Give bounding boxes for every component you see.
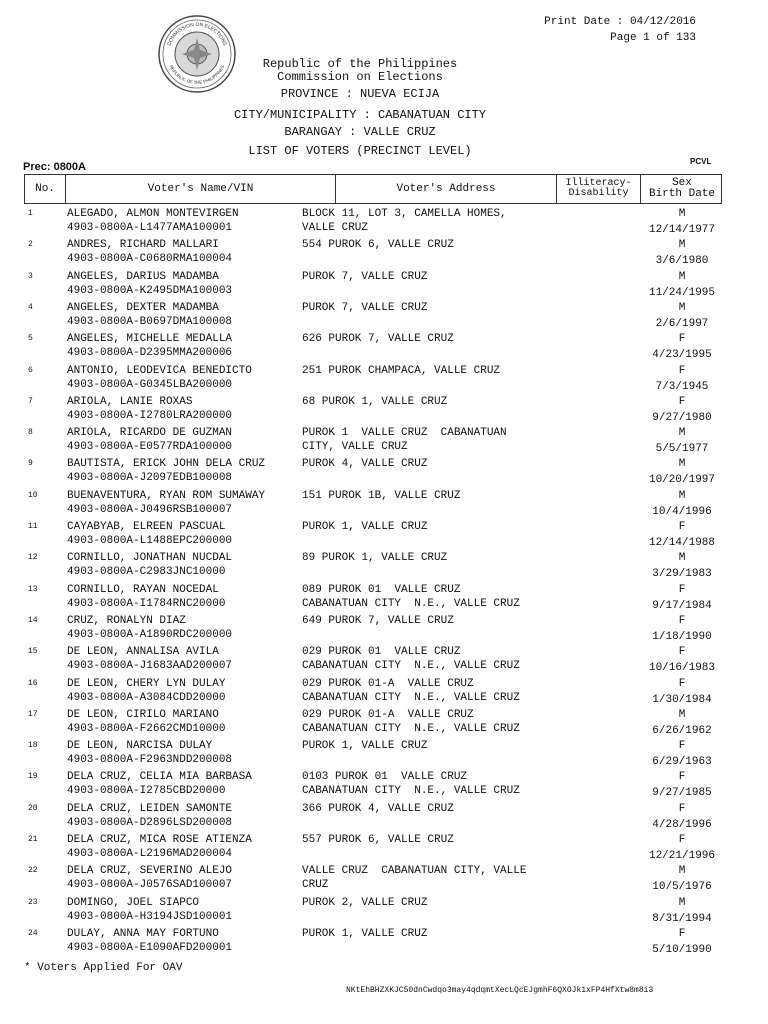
table-row bbox=[24, 364, 722, 395]
voter-address bbox=[302, 645, 557, 673]
voter-vin: 4903-0800A-F2963NDD200008 bbox=[67, 754, 233, 767]
precinct-label: Prec: 0800A bbox=[23, 161, 86, 173]
voter-name-vin bbox=[67, 677, 302, 705]
address-line-2: CABANATUAN CITY N.E., VALLE CRUZ bbox=[302, 691, 520, 704]
voter-name-vin bbox=[67, 833, 302, 861]
address-line-2: CABANATUAN CITY N.E., VALLE CRUZ bbox=[302, 722, 520, 735]
voter-name: DELA CRUZ, LEIDEN SAMONTE bbox=[67, 802, 233, 815]
address-line-2: CABANATUAN CITY N.E., VALLE CRUZ bbox=[302, 785, 520, 798]
row-number: 1 bbox=[28, 209, 33, 218]
row-number: 17 bbox=[28, 709, 38, 719]
voter-birth-date: 12/21/1996 bbox=[648, 850, 715, 862]
col-header-sex-birth: Sex Birth Date bbox=[648, 177, 715, 200]
voter-name-vin bbox=[67, 551, 302, 579]
row-number: 11 bbox=[28, 522, 38, 531]
table-row bbox=[24, 551, 722, 582]
voter-name: CORNILLO, RAYAN NOCEDAL bbox=[67, 583, 219, 596]
table-row bbox=[24, 896, 722, 927]
address-line-1: 554 PUROK 6, VALLE CRUZ bbox=[302, 239, 454, 252]
voter-sex: F bbox=[678, 677, 686, 690]
voter-birth-date: 8/31/1994 bbox=[652, 912, 712, 925]
voter-name: DE LEON, ANNALISA AVILA bbox=[67, 646, 219, 659]
voter-birth-date: 7/3/1945 bbox=[655, 380, 709, 393]
voter-vin: 4903-0800A-D2395MMA200006 bbox=[67, 347, 233, 360]
col-header-no: No. bbox=[25, 175, 66, 203]
voter-vin: 4903-0800A-C0680RMA100004 bbox=[67, 253, 233, 266]
address-line-1: PUROK 1, VALLE CRUZ bbox=[302, 740, 428, 753]
voter-vin: 4903-0800A-J0496RSB100007 bbox=[67, 503, 233, 516]
voter-name-vin bbox=[67, 301, 302, 329]
voter-birth-date: 11/24/1995 bbox=[648, 286, 715, 299]
voter-sex: F bbox=[678, 583, 686, 596]
voter-name-vin bbox=[67, 708, 302, 736]
address-line-1: 557 PUROK 6, VALLE CRUZ bbox=[302, 834, 454, 846]
row-number: 18 bbox=[28, 741, 38, 751]
voter-vin: 4903-0800A-J0576SAD100007 bbox=[67, 879, 233, 892]
voter-vin: 4903-0800A-D2896LSD200008 bbox=[67, 816, 233, 829]
address-line-1: PUROK 4, VALLE CRUZ bbox=[302, 458, 428, 471]
voter-birth-date: 10/5/1976 bbox=[652, 881, 712, 894]
table-row bbox=[24, 332, 722, 363]
voter-name: DELA CRUZ, CELIA MIA BARBASA bbox=[67, 771, 252, 784]
voter-address bbox=[302, 332, 557, 346]
voter-name: ALEGADO, ALMON MONTEVIRGEN bbox=[67, 208, 239, 220]
row-number: 21 bbox=[28, 835, 38, 844]
seal-bottom-text: REPUBLIC OF THE PHILIPPINES bbox=[168, 64, 226, 86]
address-line-1: VALLE CRUZ CABANATUAN CITY, VALLE bbox=[302, 865, 527, 878]
pcvl-label: PCVL bbox=[690, 157, 712, 166]
voter-name: ARIOLA, RICARDO DE GUZMAN bbox=[67, 427, 233, 440]
voter-sex: F bbox=[678, 364, 686, 377]
voter-name: ANDRES, RICHARD MALLARI bbox=[67, 239, 219, 252]
voter-birth-date: 1/30/1984 bbox=[652, 693, 712, 706]
address-line-1: PUROK 7, VALLE CRUZ bbox=[302, 270, 428, 283]
seal-top-text: COMMISSION ON ELECTIONS bbox=[166, 21, 228, 47]
voter-address bbox=[302, 708, 557, 736]
voter-name: DE LEON, NARCISA DULAY bbox=[67, 740, 213, 753]
voter-vin: 4903-0800A-A3084CDD20000 bbox=[67, 691, 226, 704]
address-line-2: VALLE CRUZ bbox=[302, 222, 369, 234]
voter-sex: F bbox=[678, 834, 686, 846]
voter-sex: M bbox=[678, 489, 686, 502]
col-header-address: Voter's Address bbox=[336, 175, 557, 203]
voter-address bbox=[302, 457, 557, 471]
address-line-1: PUROK 1 VALLE CRUZ CABANATUAN bbox=[302, 427, 507, 440]
voter-name: ANTONIO, LEODEVICA BENEDICTO bbox=[67, 364, 252, 377]
voter-address bbox=[302, 770, 557, 798]
voter-address bbox=[302, 614, 557, 628]
voter-name: DOMINGO, JOEL SIAPCO bbox=[67, 896, 200, 909]
address-line-1: 89 PUROK 1, VALLE CRUZ bbox=[302, 552, 448, 565]
voter-name-vin bbox=[67, 270, 302, 298]
voter-birth-date: 5/5/1977 bbox=[655, 443, 709, 456]
address-line-1: PUROK 1, VALLE CRUZ bbox=[302, 927, 428, 940]
voter-address bbox=[302, 927, 557, 941]
row-number: 15 bbox=[28, 647, 38, 657]
table-row bbox=[24, 520, 722, 551]
voter-vin: 4903-0800A-I2780LRA200000 bbox=[67, 409, 233, 422]
row-number: 5 bbox=[28, 334, 33, 344]
voter-address bbox=[302, 489, 557, 503]
voter-sex: M bbox=[678, 427, 686, 440]
voter-vin: 4903-0800A-B0697DMA100008 bbox=[67, 315, 233, 328]
row-number: 9 bbox=[28, 459, 33, 469]
voter-birth-date: 9/27/1985 bbox=[652, 787, 712, 800]
row-number: 12 bbox=[28, 553, 38, 563]
address-line-2: CABANATUAN CITY N.E., VALLE CRUZ bbox=[302, 597, 520, 610]
footer-code: NKtEhBHZXKJC50dnCwdqo3may4qdqmtXecLQcEJgmhF6QXOJk1xFP4HfXtw8m8i3 bbox=[346, 986, 654, 995]
voter-vin: 4903-0800A-L1488EPC200000 bbox=[67, 535, 233, 547]
table-row bbox=[24, 739, 722, 770]
header-city: CITY/MUNICIPALITY : CABANATUAN CITY bbox=[233, 108, 487, 122]
voter-name-vin bbox=[67, 207, 302, 235]
address-line-1: PUROK 2, VALLE CRUZ bbox=[302, 896, 428, 909]
voter-name: ARIOLA, LANIE ROXAS bbox=[67, 395, 193, 408]
row-number: 19 bbox=[28, 772, 38, 782]
voter-name: DELA CRUZ, SEVERINO ALEJO bbox=[67, 865, 233, 878]
row-number: 3 bbox=[28, 271, 33, 281]
address-line-1: 68 PUROK 1, VALLE CRUZ bbox=[302, 395, 448, 408]
voter-birth-date: 9/27/1980 bbox=[652, 411, 712, 424]
table-row bbox=[24, 927, 722, 958]
table-row bbox=[24, 677, 722, 708]
voter-vin: 4903-0800A-E0577RDA100000 bbox=[67, 441, 233, 454]
address-line-1: 029 PUROK 01 VALLE CRUZ bbox=[302, 646, 461, 659]
table-header bbox=[24, 174, 722, 204]
col-header-name: Voter's Name/VIN bbox=[66, 175, 336, 203]
voter-vin: 4903-0800A-G0345LBA200000 bbox=[67, 378, 233, 391]
voter-name: DULAY, ANNA MAY FORTUNO bbox=[67, 927, 219, 940]
voter-name-vin bbox=[67, 364, 302, 392]
voter-birth-date: 12/14/1988 bbox=[648, 537, 715, 549]
voter-name: ANGELES, MICHELLE MEDALLA bbox=[67, 333, 233, 346]
voter-name: DE LEON, CIRILO MARIANO bbox=[67, 708, 219, 721]
voter-vin: 4903-0800A-A1890RDC200000 bbox=[67, 628, 233, 641]
voter-vin: 4903-0800A-L1477AMA100001 bbox=[67, 222, 233, 234]
address-line-1: 251 PUROK CHAMPACA, VALLE CRUZ bbox=[302, 364, 501, 377]
print-date: Print Date : 04/12/2016 bbox=[544, 16, 696, 28]
voter-address bbox=[302, 207, 557, 235]
voter-address bbox=[302, 520, 557, 534]
voter-address bbox=[302, 395, 557, 409]
address-line-1: BLOCK 11, LOT 3, CAMELLA HOMES, bbox=[302, 208, 507, 220]
voter-birth-date: 1/18/1990 bbox=[652, 630, 712, 643]
voter-name-vin bbox=[67, 583, 302, 611]
voter-name-vin bbox=[67, 238, 302, 266]
voter-address bbox=[302, 864, 557, 892]
voter-address bbox=[302, 301, 557, 315]
row-number: 22 bbox=[28, 866, 38, 876]
row-number: 24 bbox=[28, 928, 38, 938]
voter-name: ANGELES, DARIUS MADAMBA bbox=[67, 270, 219, 283]
voter-sex: F bbox=[678, 927, 686, 940]
voter-name: DE LEON, CHERY LYN DULAY bbox=[67, 677, 226, 690]
voter-birth-date: 6/29/1963 bbox=[652, 756, 712, 769]
address-line-1: 029 PUROK 01-A VALLE CRUZ bbox=[302, 708, 474, 721]
voter-name-vin bbox=[67, 802, 302, 830]
table-row bbox=[24, 583, 722, 614]
row-number: 13 bbox=[28, 584, 38, 594]
address-line-1: 151 PUROK 1B, VALLE CRUZ bbox=[302, 489, 461, 502]
voter-sex: F bbox=[678, 614, 686, 627]
voter-vin: 4903-0800A-H3194JSD100001 bbox=[67, 910, 233, 923]
voter-name-vin bbox=[67, 645, 302, 673]
page-number: Page 1 of 133 bbox=[610, 32, 696, 44]
voter-name-vin bbox=[67, 614, 302, 642]
address-line-2: CITY, VALLE CRUZ bbox=[302, 441, 408, 454]
table-row bbox=[24, 301, 722, 332]
table-row bbox=[24, 614, 722, 645]
voter-birth-date: 10/20/1997 bbox=[648, 474, 715, 487]
address-line-1: 0103 PUROK 01 VALLE CRUZ bbox=[302, 771, 468, 784]
row-number: 20 bbox=[28, 803, 38, 813]
address-line-1: 626 PUROK 7, VALLE CRUZ bbox=[302, 333, 454, 346]
table-row bbox=[24, 833, 722, 864]
voter-name-vin bbox=[67, 426, 302, 454]
voter-address bbox=[302, 238, 557, 252]
address-line-1: 029 PUROK 01-A VALLE CRUZ bbox=[302, 677, 474, 690]
voter-birth-date: 4/23/1995 bbox=[652, 349, 712, 362]
voter-birth-date: 5/10/1990 bbox=[652, 943, 712, 956]
header-barangay: BARANGAY : VALLE CRUZ bbox=[284, 125, 436, 139]
row-number: 2 bbox=[28, 240, 33, 250]
voter-vin: 4903-0800A-E1090AFD200001 bbox=[67, 941, 233, 954]
voter-sex: M bbox=[678, 301, 686, 314]
voter-name-vin bbox=[67, 457, 302, 485]
row-number: 23 bbox=[28, 897, 38, 907]
header-province: PROVINCE : NUEVA ECIJA bbox=[280, 87, 440, 101]
address-line-1: PUROK 1, VALLE CRUZ bbox=[302, 521, 428, 533]
voter-sex: M bbox=[678, 208, 686, 220]
voter-sex: F bbox=[678, 395, 686, 408]
col-header-disability: Illiteracy- Disability bbox=[557, 175, 641, 203]
address-line-1: 089 PUROK 01 VALLE CRUZ bbox=[302, 583, 461, 596]
voter-sex: F bbox=[678, 646, 686, 659]
table-row bbox=[24, 489, 722, 520]
table-row bbox=[24, 207, 722, 238]
voter-vin: 4903-0800A-F2662CMD10000 bbox=[67, 722, 226, 735]
header-commission: Commission on Elections bbox=[277, 70, 443, 84]
voter-birth-date: 4/28/1996 bbox=[652, 818, 712, 831]
table-row bbox=[24, 395, 722, 426]
voter-birth-date: 2/6/1997 bbox=[655, 317, 709, 330]
table-row bbox=[24, 238, 722, 269]
voter-vin: 4903-0800A-I1784RNC20000 bbox=[67, 597, 226, 610]
voter-sex: F bbox=[678, 521, 686, 533]
table-row bbox=[24, 457, 722, 488]
voter-sex: M bbox=[678, 270, 686, 283]
voter-vin: 4903-0800A-L2196MAD200004 bbox=[67, 848, 233, 860]
row-number: 16 bbox=[28, 678, 38, 688]
row-number: 7 bbox=[28, 396, 33, 406]
voter-name-vin bbox=[67, 395, 302, 423]
row-number: 14 bbox=[28, 615, 38, 625]
row-number: 4 bbox=[28, 302, 33, 312]
voter-vin: 4903-0800A-J1683AAD200007 bbox=[67, 660, 233, 673]
voter-name-vin bbox=[67, 896, 302, 924]
voter-name-vin bbox=[67, 927, 302, 955]
voter-name: DELA CRUZ, MICA ROSE ATIENZA bbox=[67, 834, 252, 846]
voter-address bbox=[302, 426, 557, 454]
voter-name: BAUTISTA, ERICK JOHN DELA CRUZ bbox=[67, 458, 266, 471]
address-line-1: PUROK 7, VALLE CRUZ bbox=[302, 301, 428, 314]
voter-vin: 4903-0800A-J2097EDB100008 bbox=[67, 472, 233, 485]
voter-sex: M bbox=[678, 458, 686, 471]
row-number: 6 bbox=[28, 365, 33, 375]
header-republic: Republic of the Philippines bbox=[262, 57, 458, 71]
voter-sex: M bbox=[678, 865, 686, 878]
voter-sex: M bbox=[678, 708, 686, 721]
voter-address bbox=[302, 364, 557, 378]
voter-vin: 4903-0800A-I2785CBD20000 bbox=[67, 785, 226, 798]
voter-address bbox=[302, 677, 557, 705]
voter-address bbox=[302, 802, 557, 816]
voter-address bbox=[302, 896, 557, 910]
table-row bbox=[24, 426, 722, 457]
voter-name-vin bbox=[67, 864, 302, 892]
voter-sex: F bbox=[678, 333, 686, 346]
voter-name: CAYABYAB, ELREEN PASCUAL bbox=[67, 521, 226, 533]
voter-birth-date: 6/26/1962 bbox=[652, 724, 712, 737]
address-line-2: CRUZ bbox=[302, 879, 329, 892]
voter-name: BUENAVENTURA, RYAN ROM SUMAWAY bbox=[67, 489, 266, 502]
table-row bbox=[24, 645, 722, 676]
voter-name-vin bbox=[67, 770, 302, 798]
table-row bbox=[24, 770, 722, 801]
voter-birth-date: 3/29/1983 bbox=[652, 568, 712, 581]
voter-name-vin bbox=[67, 520, 302, 548]
voter-address bbox=[302, 583, 557, 611]
voter-sex: M bbox=[678, 896, 686, 909]
voter-birth-date: 10/4/1996 bbox=[652, 505, 712, 518]
voter-name: CORNILLO, JONATHAN NUCDAL bbox=[67, 552, 233, 565]
voter-vin: 4903-0800A-K2495DMA100003 bbox=[67, 284, 233, 297]
voter-name: ANGELES, DEXTER MADAMBA bbox=[67, 301, 219, 314]
voter-name-vin bbox=[67, 489, 302, 517]
voter-birth-date: 12/14/1977 bbox=[648, 224, 715, 236]
voter-sex: M bbox=[678, 552, 686, 565]
address-line-1: 649 PUROK 7, VALLE CRUZ bbox=[302, 614, 454, 627]
address-line-2: CABANATUAN CITY N.E., VALLE CRUZ bbox=[302, 660, 520, 673]
voter-address bbox=[302, 833, 557, 847]
voter-birth-date: 10/16/1983 bbox=[648, 662, 715, 675]
table-row bbox=[24, 864, 722, 895]
voter-vin: 4903-0800A-C2983JNC10000 bbox=[67, 566, 226, 579]
table-row bbox=[24, 270, 722, 301]
voter-sex: F bbox=[678, 740, 686, 753]
address-line-1: 366 PUROK 4, VALLE CRUZ bbox=[302, 802, 454, 815]
table-row bbox=[24, 802, 722, 833]
table-row bbox=[24, 708, 722, 739]
row-number: 10 bbox=[28, 490, 38, 500]
row-number: 8 bbox=[28, 428, 33, 438]
voter-name: CRUZ, RONALYN DIAZ bbox=[67, 614, 186, 627]
voter-birth-date: 9/17/1984 bbox=[652, 599, 712, 612]
voter-birth-date: 3/6/1980 bbox=[655, 255, 709, 268]
voter-address bbox=[302, 551, 557, 565]
voter-sex: F bbox=[678, 802, 686, 815]
voter-sex: F bbox=[678, 771, 686, 784]
voter-address bbox=[302, 270, 557, 284]
footnote: * Voters Applied For OAV bbox=[24, 962, 183, 974]
voter-name-vin bbox=[67, 739, 302, 767]
voter-sex: M bbox=[678, 239, 686, 252]
header-list-title: LIST OF VOTERS (PRECINCT LEVEL) bbox=[248, 144, 472, 158]
voter-address bbox=[302, 739, 557, 753]
voter-name-vin bbox=[67, 332, 302, 360]
